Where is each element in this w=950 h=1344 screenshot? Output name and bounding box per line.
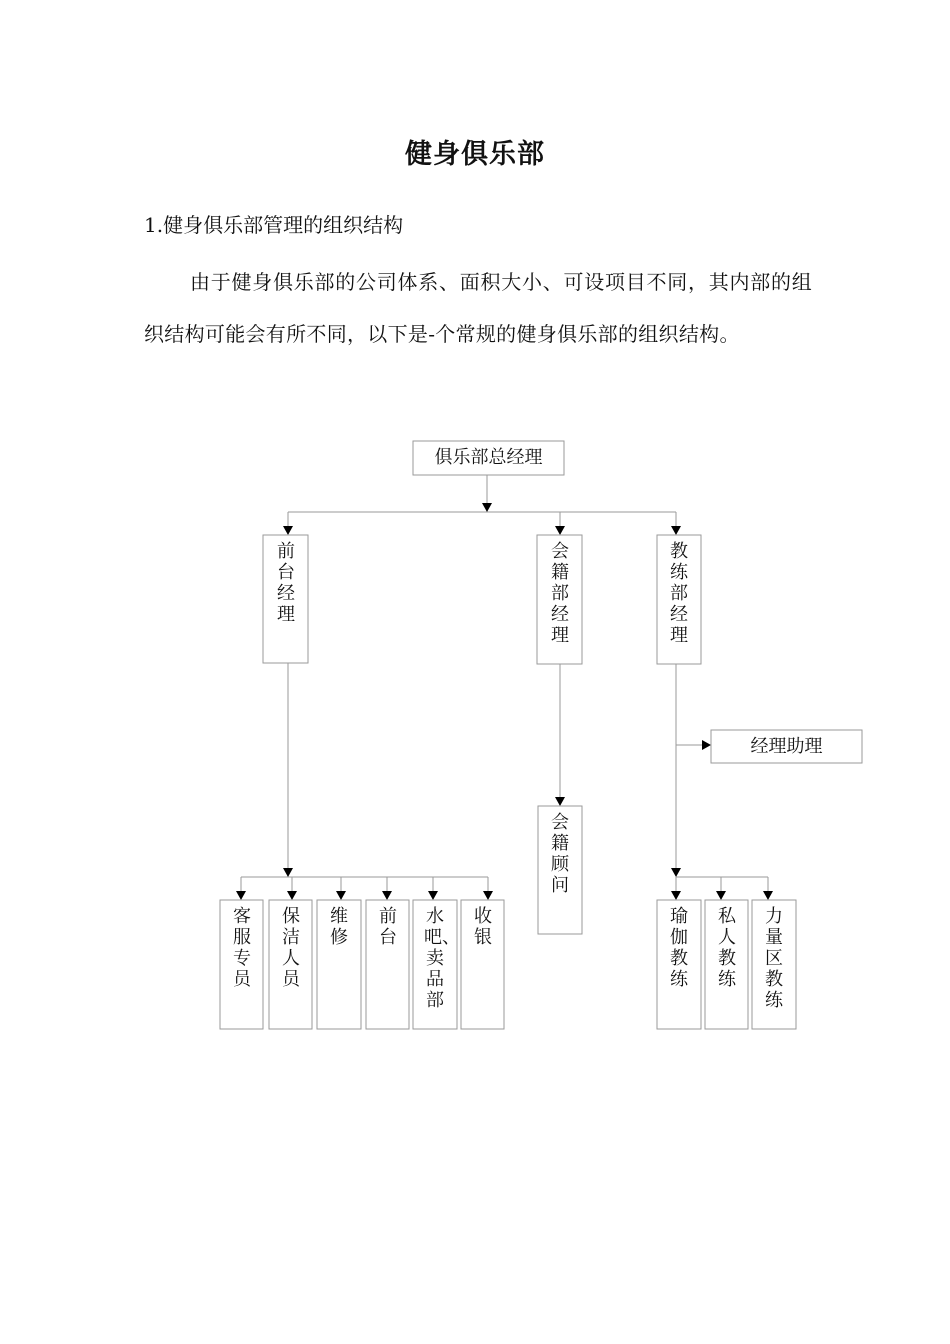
org-node-membership-manager: 会籍部经理 (551, 541, 569, 646)
arrow-staff-3 (336, 891, 346, 900)
arrow-frontdesk-bus (283, 868, 293, 877)
arrow-staff-4 (382, 891, 392, 900)
arrow-coach-3 (763, 891, 773, 900)
org-node-maintenance: 维修 (330, 906, 348, 948)
org-node-coaching-manager: 教练部经理 (670, 541, 688, 646)
arrow-membership (555, 526, 565, 535)
org-node-reception: 前台 (379, 906, 397, 948)
arrow-coaching (671, 526, 681, 535)
arrow-coaching-bus (671, 868, 681, 877)
org-node-yoga-coach: 瑜伽教练 (670, 906, 688, 990)
org-node-water-bar-shop: 水吧、卖品部 (424, 906, 460, 1011)
arrow-staff-5 (428, 891, 438, 900)
arrow-assistant (702, 740, 711, 750)
org-node-cashier: 收银 (474, 906, 492, 948)
org-node-personal-trainer: 私人教练 (718, 906, 736, 990)
body-paragraph: 由于健身俱乐部的公司体系、面积大小、可设项目不同，其内部的组织结构可能会有所不同，以下是-个常规的健身俱乐部的组织结构。 (144, 270, 812, 346)
arrow-coach-2 (716, 891, 726, 900)
arrow-coach-1 (671, 891, 681, 900)
section-heading: 1.健身俱乐部管理的组织结构 (144, 213, 404, 237)
org-node-membership-advisor: 会籍顾问 (551, 812, 569, 896)
org-node-customer-service: 客服专员 (233, 906, 251, 990)
arrow-root (482, 503, 492, 512)
org-node-general-manager: 俱乐部总经理 (434, 447, 543, 468)
org-node-cleaning-staff: 保洁人员 (282, 906, 300, 990)
org-node-strength-coach: 力量区教练 (765, 906, 783, 1011)
arrow-membership-advisor (555, 797, 565, 806)
arrow-staff-1 (236, 891, 246, 900)
arrow-staff-2 (287, 891, 297, 900)
arrow-staff-6 (483, 891, 493, 900)
document-title: 健身俱乐部 (405, 139, 545, 170)
arrow-frontdesk (283, 526, 293, 535)
org-node-manager-assistant: 经理助理 (750, 736, 823, 757)
org-node-frontdesk-manager: 前台经理 (277, 541, 295, 625)
